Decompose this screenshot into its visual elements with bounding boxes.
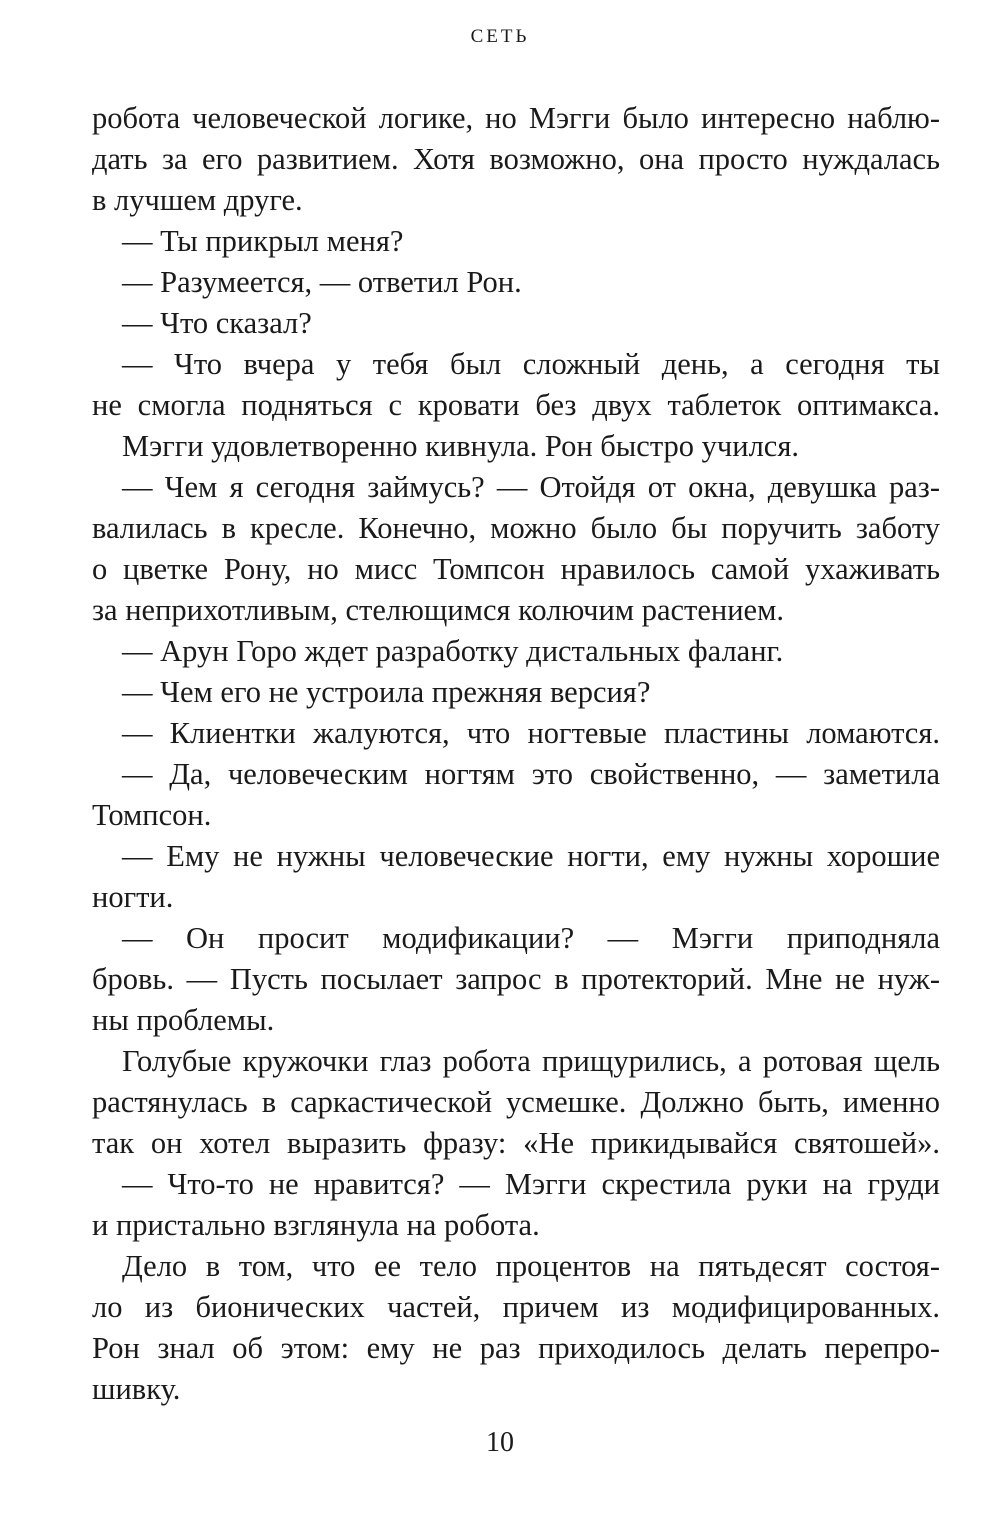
text-line: растянулась в саркастической усмешке. Должно быть, именно bbox=[92, 1085, 940, 1119]
text-line: ногти. bbox=[92, 880, 174, 914]
running-title: СЕТЬ bbox=[470, 26, 530, 47]
text-line: валилась в кресле. Конечно, можно было бы поручить заботу bbox=[92, 511, 940, 545]
text-line: ло из бионических частей, причем из модифицированных. bbox=[92, 1290, 940, 1324]
text-line: Дело в том, что ее тело процентов на пятьдесят состоя- bbox=[122, 1249, 940, 1283]
text-line: — Да, человеческим ногтям это свойственно, — заметила bbox=[122, 757, 940, 791]
text-line: — Арун Горо ждет разработку дистальных фаланг. bbox=[122, 634, 784, 668]
text-line: ны проблемы. bbox=[92, 1003, 275, 1037]
text-line: не смогла подняться с кровати без двух таблеток оптимакса. bbox=[92, 388, 940, 422]
text-line: — Чем я сегодня займусь? — Отойдя от окна, девушка раз- bbox=[122, 470, 940, 504]
text-line: — Ты прикрыл меня? bbox=[122, 224, 404, 258]
text-line: Рон знал об этом: ему не раз приходилось делать перепро- bbox=[92, 1331, 940, 1365]
text-line: — Он просит модификации? — Мэгги приподняла bbox=[122, 921, 940, 955]
text-line: в лучшем друге. bbox=[92, 183, 303, 217]
text-line: Голубые кружочки глаз робота прищурились, а ротовая щель bbox=[122, 1044, 940, 1078]
body-text bbox=[92, 98, 940, 1410]
text-line: так он хотел выразить фразу: «Не прикидывайся святошей». bbox=[92, 1126, 940, 1160]
text-line: о цветке Рону, но мисс Томпсон нравилось самой ухаживать bbox=[92, 552, 940, 586]
page-number: 10 bbox=[486, 1427, 514, 1458]
text-line: дать за его развитием. Хотя возможно, она просто нуждалась bbox=[92, 142, 940, 176]
text-line: Томпсон. bbox=[92, 798, 212, 832]
text-line: за неприхотливым, стелющимся колючим растением. bbox=[92, 593, 785, 627]
text-line: и пристально взглянула на робота. bbox=[92, 1208, 540, 1242]
text-line: робота человеческой логике, но Мэгги было интересно наблю- bbox=[92, 101, 940, 135]
text-line: бровь. — Пусть посылает запрос в протекторий. Мне не нуж- bbox=[92, 962, 940, 996]
text-line: — Что сказал? bbox=[122, 306, 312, 340]
text-line: — Клиентки жалуются, что ногтевые пластины ломаются. bbox=[122, 716, 940, 750]
text-line: — Чем его не устроила прежняя версия? bbox=[122, 675, 651, 709]
text-line: шивку. bbox=[92, 1372, 181, 1406]
text-line: — Что вчера у тебя был сложный день, а сегодня ты bbox=[122, 347, 940, 381]
text-line: — Что-то не нравится? — Мэгги скрестила руки на груди bbox=[122, 1167, 940, 1201]
text-line: Мэгги удовлетворенно кивнула. Рон быстро учился. bbox=[122, 429, 799, 463]
text-line: — Разумеется, — ответил Рон. bbox=[122, 265, 522, 299]
text-line: — Ему не нужны человеческие ногти, ему нужны хорошие bbox=[122, 839, 940, 873]
